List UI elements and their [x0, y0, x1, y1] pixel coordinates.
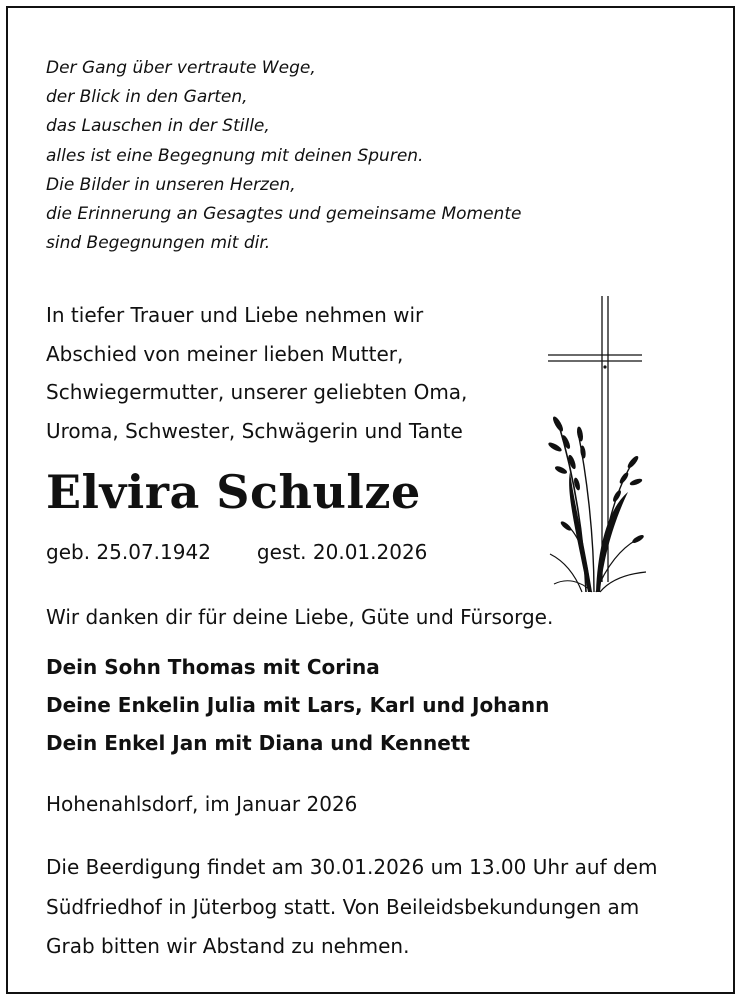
- intro-line: Abschied von meiner lieben Mutter,: [46, 341, 404, 366]
- deceased-name: Elvira Schulze: [46, 465, 421, 519]
- place-date: Hohenahlsdorf, im Januar 2026: [46, 792, 358, 816]
- poem: [46, 54, 521, 258]
- intro-line: Uroma, Schwester, Schwägerin und Tante: [46, 418, 463, 443]
- funeral-line: Grab bitten wir Abstand zu nehmen.: [46, 934, 410, 958]
- intro-line: In tiefer Trauer und Liebe nehmen wir: [46, 303, 424, 327]
- intro-text: [46, 296, 467, 450]
- family-signatures: [46, 648, 549, 762]
- funeral-line: Südfriedhof in Jüterbog statt. Von Beileidsbekundungen am: [46, 894, 640, 919]
- family-line: Dein Enkel Jan mit Diana und Kennett: [46, 731, 470, 755]
- death-date: gest. 20.01.2026: [256, 540, 428, 564]
- poem-line: der Blick in den Garten,: [46, 87, 248, 108]
- birth-date: geb. 25.07.1942: [46, 540, 211, 564]
- grass-icon: [548, 416, 646, 592]
- poem-line: Der Gang über vertraute Wege,: [46, 58, 316, 78]
- family-line: Dein Sohn Thomas mit Corina: [46, 655, 380, 679]
- life-dates: [46, 540, 427, 564]
- poem-line: sind Begegnungen mit dir.: [46, 233, 271, 254]
- poem-line: das Lauschen in der Stille,: [46, 116, 270, 137]
- thanks-text: Wir danken dir für deine Liebe, Güte und Fürsorge.: [46, 605, 554, 629]
- poem-line: alles ist eine Begegnung mit deinen Spuren.: [46, 145, 424, 166]
- intro-line: Schwiegermutter, unserer geliebten Oma,: [46, 380, 468, 404]
- family-line: Deine Enkelin Julia mit Lars, Karl und Johann: [46, 693, 550, 717]
- funeral-notice: [46, 848, 657, 967]
- poem-line: die Erinnerung an Gesagtes und gemeinsame Momente: [46, 204, 522, 225]
- funeral-line: Die Beerdigung findet am 30.01.2026 um 13.00 Uhr auf dem: [46, 855, 658, 879]
- cross-and-grass: [536, 292, 656, 600]
- poem-line: Die Bilder in unseren Herzen,: [46, 174, 296, 195]
